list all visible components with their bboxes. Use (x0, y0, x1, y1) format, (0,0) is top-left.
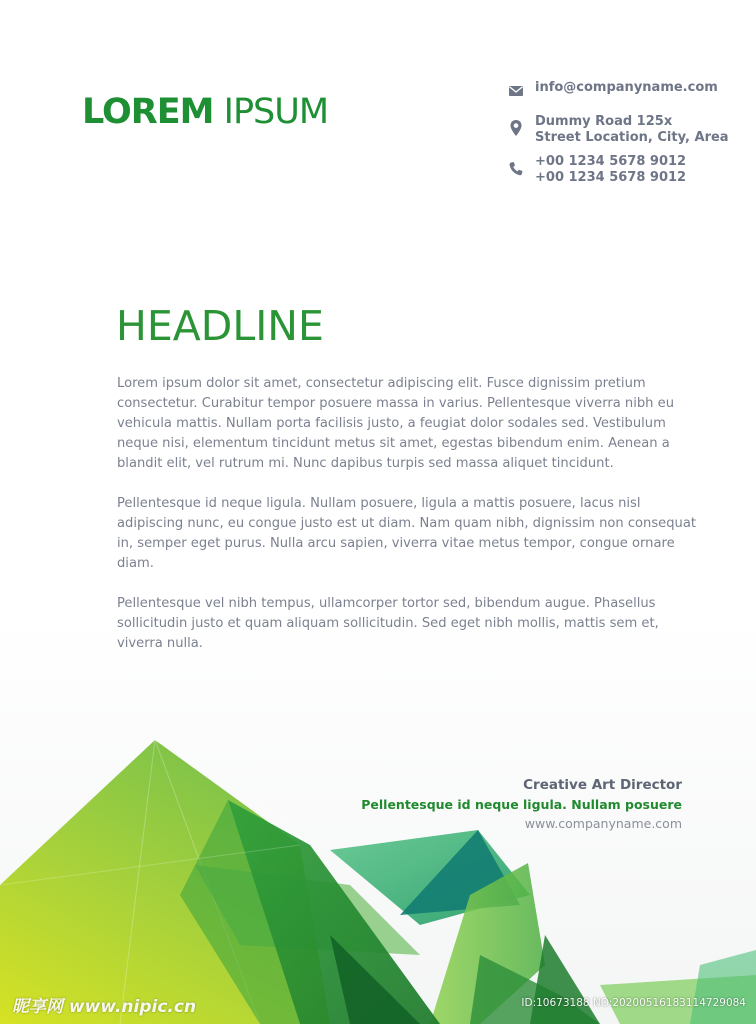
contact-email-row (507, 80, 718, 96)
contact-phone-2[interactable]: +00 1234 5678 9012 (535, 170, 687, 185)
envelope-icon (507, 82, 525, 100)
location-pin-icon (507, 118, 525, 138)
signature-subtitle: Pellentesque id neque ligula. Nullam posuere (361, 797, 682, 812)
company-logo (82, 92, 328, 132)
phone-icon (507, 160, 525, 178)
contact-email[interactable]: info@companyname.com (535, 80, 718, 95)
logo-bold-text: LOREM (82, 92, 214, 132)
contact-address-line2: Street Location, City, Area (535, 130, 729, 145)
paragraph-3: Pellentesque vel nibh tempus, ullamcorper tortor sed, bibendum augue. Phasellus sollicitudin justo et quam aliquam sollicitudin. Sed eget nibh mollis, mattis sem et, viverra nulla. (117, 596, 659, 651)
body-text (117, 374, 707, 674)
headline: HEADLINE (116, 302, 324, 350)
signature-block (361, 776, 682, 833)
paragraph-2: Pellentesque id neque ligula. Nullam posuere, ligula a mattis posuere, lacus nisl adipiscing nunc, eu congue justo est ut diam. Nam quam nibh, dignissim non consequat in, semper eget purus. Nulla arcu sapien, viverra vitae metus tempor, congue ornare diam. (117, 496, 696, 571)
contact-address-line1: Dummy Road 125x (535, 114, 673, 129)
paragraph-1: Lorem ipsum dolor sit amet, consectetur adipiscing elit. Fusce dignissim pretium consectetur. Curabitur tempor posuere massa in varius. Pellentesque viverra nibh eu vehicula mattis. Nullam porta facilisis justo, a feugiat dolor sodales sed. Vestibulum neque nisi, elementum tincidunt metus sit amet, egestas bibendum enim. Aenean a blandit elit, vel rutrum mi. Nunc dapibus turpis sed massa aliquet tincidunt. (117, 376, 674, 471)
contact-phone-1[interactable]: +00 1234 5678 9012 (535, 154, 687, 169)
contact-address-row (507, 114, 729, 146)
signature-title: Creative Art Director (523, 777, 682, 793)
signature-website[interactable]: www.companyname.com (524, 816, 682, 831)
watermark-logo: 昵享网 www.nipic.cn (12, 997, 197, 1017)
logo-light-text: IPSUM (213, 92, 329, 132)
watermark-id: ID:10673188 NO:20200516183114729084 (521, 997, 746, 1009)
contact-phone-row (507, 154, 686, 186)
